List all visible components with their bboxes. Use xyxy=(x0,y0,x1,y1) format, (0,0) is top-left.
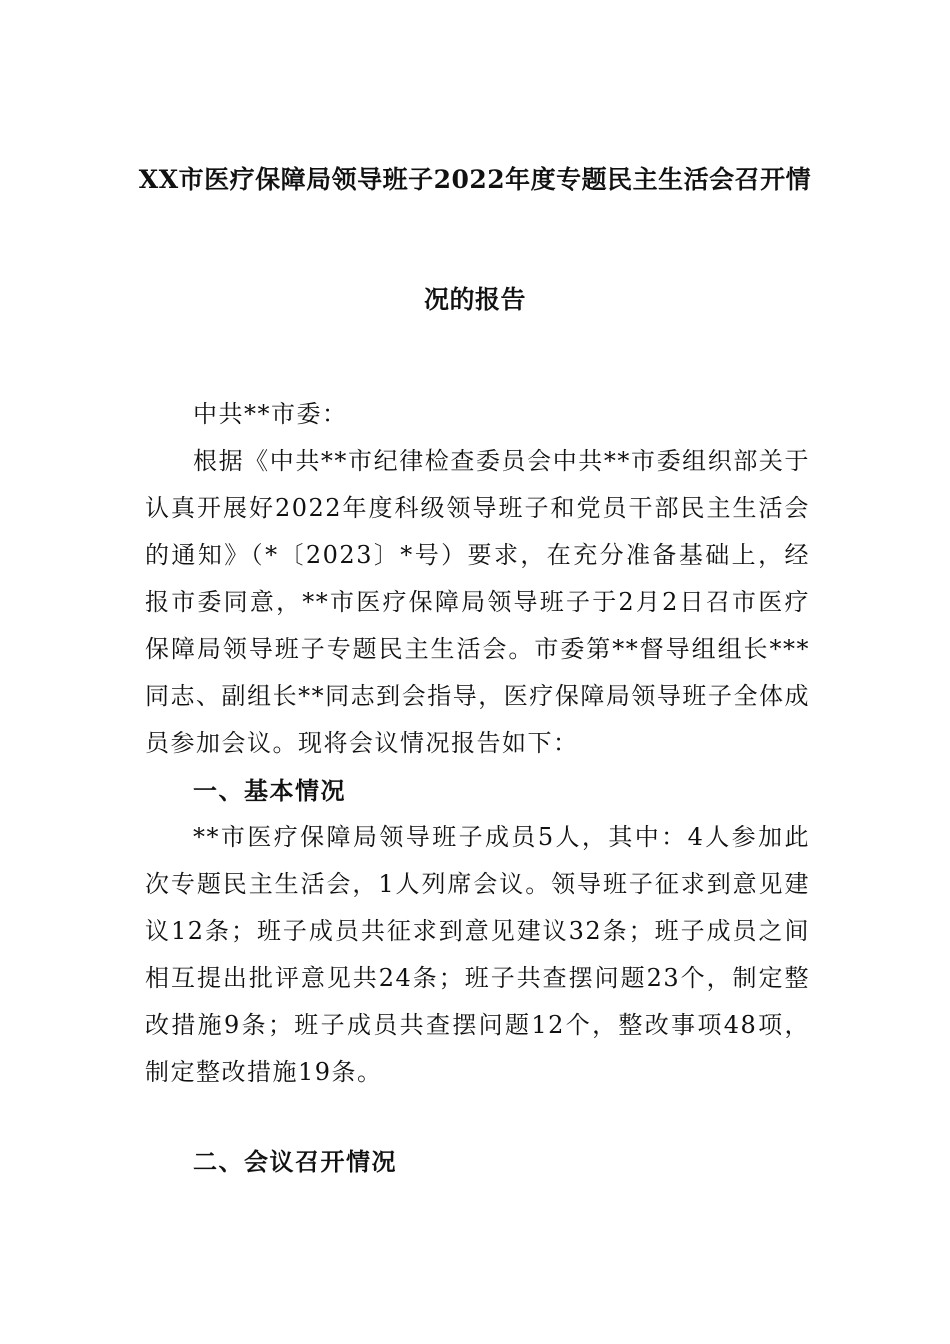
document-title-line-2: 况的报告 xyxy=(423,285,526,314)
salutation: 中共**市委： xyxy=(193,400,348,428)
basic-situation-paragraph: **市医疗保障局领导班子成员5人，其中：4人参加此次专题民主生活会，1人列席会议。领导班子征求到意见建议12条；班子成员共征求到意见建议32条；班子成员之间相互提出批评意见共24条；班子共查摆问题23个，制定整改措施9条；班子成员共查摆问题12个，整改事项48项，制定整改措施19条。 xyxy=(145,823,810,1086)
document-title-line-1: XX市医疗保障局领导班子2022年度专题民主生活会召开情 xyxy=(138,165,812,194)
document-body-continued xyxy=(145,1138,810,1185)
document-body xyxy=(145,391,810,1096)
section-heading-meeting: 二、会议召开情况 xyxy=(193,1147,397,1176)
section-heading-basic-situation: 一、基本情况 xyxy=(193,776,346,805)
intro-paragraph: 根据《中共**市纪律检查委员会中共**市委组织部关于认真开展好2022年度科级领导班子和党员干部民主生活会的通知》（*〔2023〕*号）要求，在充分准备基础上，经报市委同意，**市医疗保障局领导班子于2月2日召市医疗保障局领导班子专题民主生活会。市委第**督导组组长***同志、副组长**同志到会指导，医疗保障局领导班子全体成员参加会议。现将会议情况报告如下： xyxy=(145,447,810,757)
